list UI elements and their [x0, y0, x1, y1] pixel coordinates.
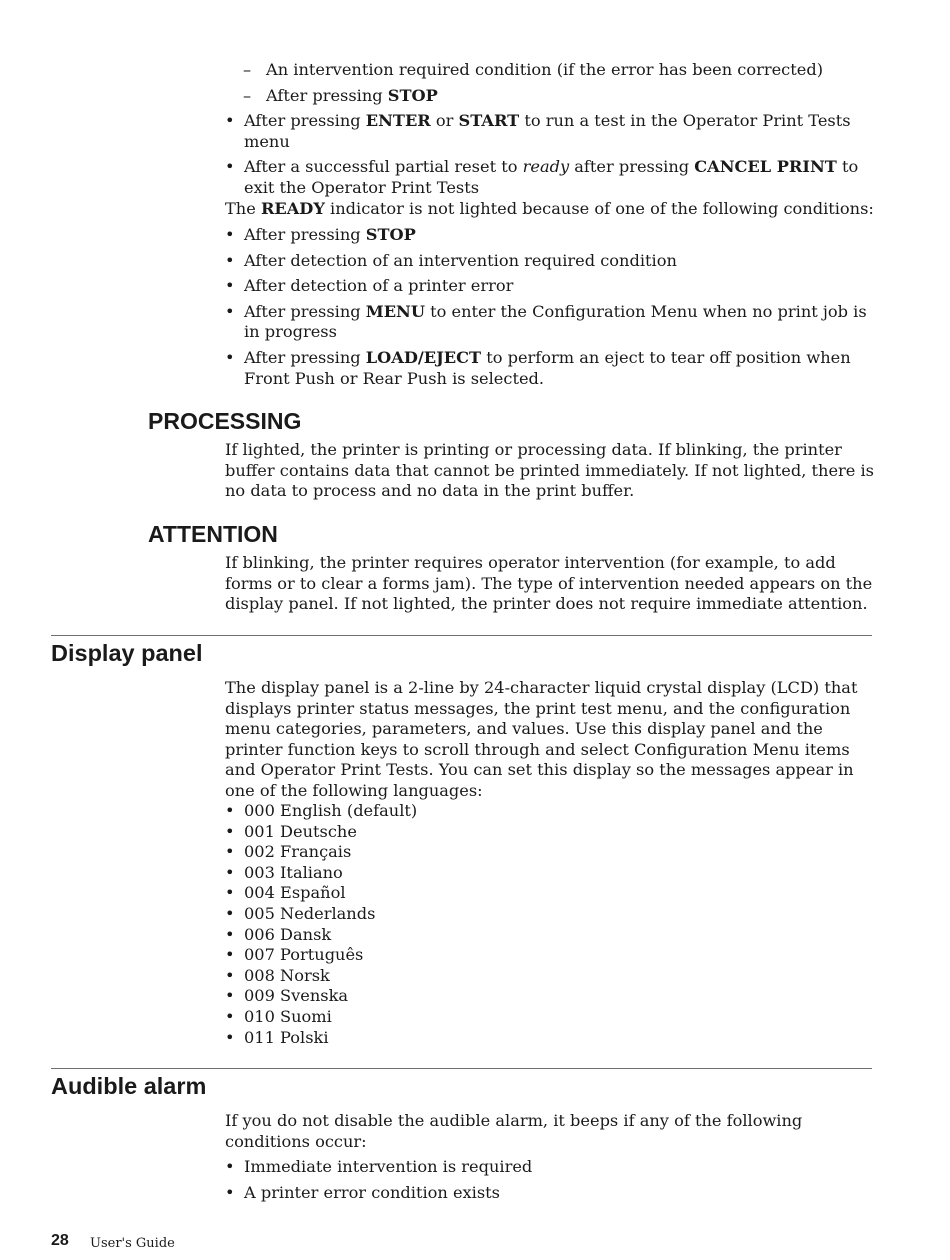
dash-list — [243, 60, 883, 111]
bullet-marker: • — [225, 883, 235, 903]
bullet-marker: • — [225, 1182, 235, 1202]
bullet-list — [225, 111, 875, 203]
list-item: • After pressing ENTER or START to run a test in the Operator Print Tests menu — [225, 111, 851, 151]
bullet-marker: • — [225, 1157, 235, 1176]
list-item: • After pressing LOAD/EJECT to perform an eject to tear off position when Front Push or Rear Push is selected. — [225, 347, 851, 388]
list-item: • 000 English (default) — [225, 801, 418, 820]
processing-heading: PROCESSING — [148, 408, 302, 434]
bullet-marker: • — [225, 986, 235, 1006]
list-item: • 006 Dansk — [225, 924, 332, 944]
bullet-marker: • — [225, 821, 235, 841]
list-item: • 003 Italiano — [225, 862, 343, 882]
list-item: • After a successful partial reset to ready after pressing CANCEL PRINT to exit the Operator Print Tests — [225, 157, 859, 197]
bullet-marker: • — [225, 225, 235, 244]
section-divider — [51, 635, 872, 636]
bullet-marker: • — [225, 965, 235, 985]
section-divider — [51, 1068, 872, 1069]
audible-alarm-heading: Audible alarm — [51, 1073, 207, 1099]
bullet-marker: • — [225, 862, 235, 882]
bullet-marker: • — [225, 1006, 235, 1026]
bullet-marker: • — [225, 945, 235, 965]
list-item: • 011 Polski — [225, 1027, 329, 1047]
page-number: 28 — [51, 1232, 69, 1249]
list-item: • Immediate intervention is required — [225, 1157, 533, 1176]
bullet-marker: • — [225, 842, 235, 862]
list-item: • A printer error condition exists — [225, 1182, 500, 1202]
processing-text: If lighted, the printer is printing or processing data. If blinking, the printer buffer contains data that cannot be printed immediately. If not lighted, there is no data to process and no data in the print buffer. — [225, 440, 874, 501]
list-item: • 004 Español — [225, 883, 346, 903]
document-title: User's Guide — [90, 1236, 175, 1251]
attention-heading: ATTENTION — [148, 521, 278, 547]
ready-intro: The READY indicator is not lighted because of one of the following conditions: — [225, 199, 874, 218]
list-item: – After pressing STOP — [243, 85, 438, 105]
bullet-marker: • — [225, 347, 235, 367]
list-item: • 009 Svenska — [225, 986, 349, 1006]
audible-alarm-text: If you do not disable the audible alarm, it beeps if any of the following conditions occur: — [225, 1111, 803, 1151]
list-item: • After pressing MENU to enter the Configuration Menu when no print job is in progress — [225, 301, 867, 342]
dash-marker: – — [243, 60, 252, 79]
alarm-bullet-list — [225, 1157, 875, 1208]
list-item: • After detection of an intervention required condition — [225, 250, 677, 270]
list-item: – An intervention required condition (if the error has been corrected) — [243, 60, 824, 79]
language-list — [225, 801, 875, 1048]
bullet-marker: • — [225, 924, 235, 944]
bullet-marker: • — [225, 903, 235, 923]
list-item: • 002 Français — [225, 842, 352, 862]
bullet-marker: • — [225, 157, 235, 177]
attention-text: If blinking, the printer requires operator intervention (for example, to add forms or to clear a forms jam). The type of intervention needed appears on the display panel. If not lighted, the printer does not require immediate attention. — [225, 553, 873, 614]
display-panel-heading: Display panel — [51, 640, 203, 666]
bullet-marker: • — [225, 801, 235, 820]
list-item: • 008 Norsk — [225, 965, 330, 985]
dash-marker: – — [243, 85, 252, 105]
bullet-marker: • — [225, 301, 235, 321]
list-item: • After pressing STOP — [225, 225, 416, 244]
display-panel-text: The display panel is a 2-line by 24-character liquid crystal display (LCD) that displays printer status messages, the print test menu, and the configuration menu categories, parameters, and values. Use this display panel and the printer function keys to scroll through and select Configuration Menu items and Operator Print Tests. You can set this display so the messages appear in one of the following languages: — [225, 678, 858, 800]
bullet-marker: • — [225, 250, 235, 270]
list-item: • 010 Suomi — [225, 1006, 332, 1026]
bullet-marker: • — [225, 1027, 235, 1047]
ready-bullet-list — [225, 225, 875, 394]
list-item: • After detection of a printer error — [225, 276, 514, 296]
bullet-marker: • — [225, 276, 235, 296]
bullet-marker: • — [225, 111, 235, 130]
list-item: • 007 Português — [225, 945, 364, 965]
list-item: • 001 Deutsche — [225, 821, 357, 841]
list-item: • 005 Nederlands — [225, 903, 376, 923]
